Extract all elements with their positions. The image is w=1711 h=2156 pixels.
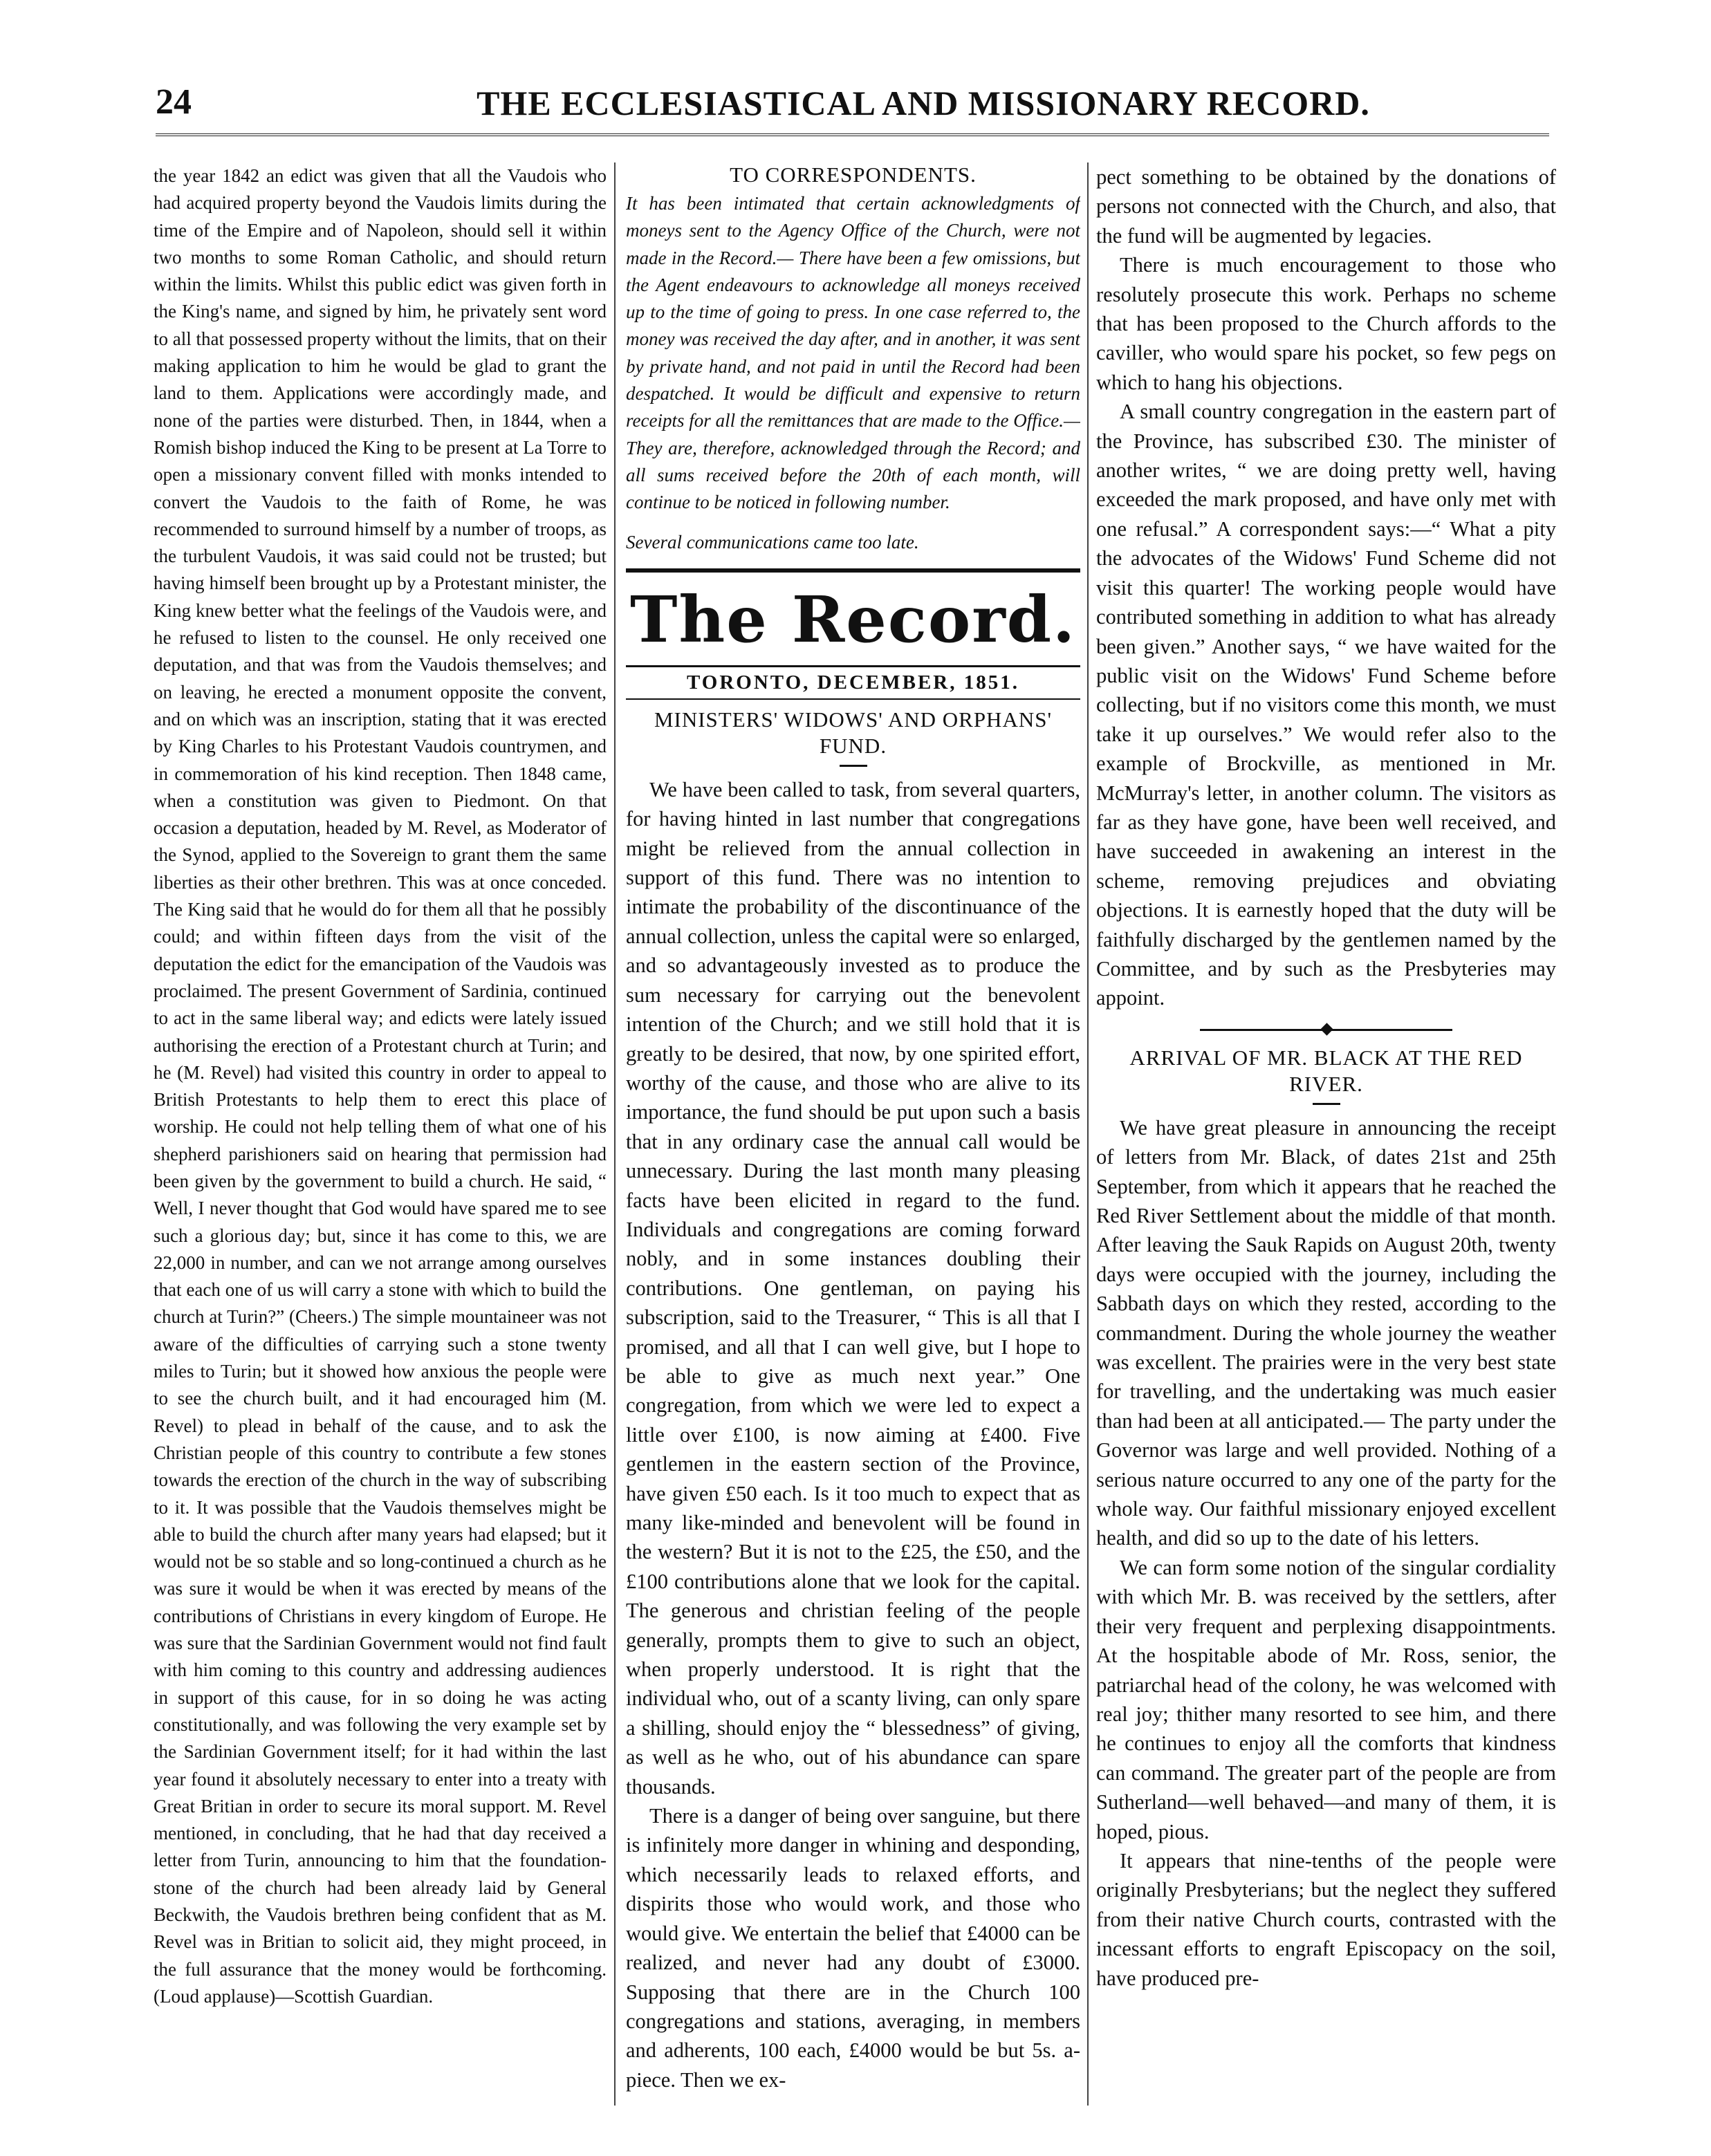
widows-fund-paragraph: A small country congregation in the eastern part of the Province, has subscribed £30. The minister of another writes, “ we are doing pretty well, having exceeded the mark proposed, and have only met with one refusal.” A correspondent says:—“ What a pity the advocates of the Widows' Fund Scheme did not visit this quarter! The working people would have contributed something in addition to what has already been given.” Another says, “ we have waited for the public visit on the Widows' Fund Scheme before collecting, but if no visitors come this month, we must take it up ourselves.” We would refer also to the example of Brockville, as mentioned in Mr. McMurray's letter, in another column. The visitors as far as they have gone, have been well received, and have succeeded in awakening an interest in the scheme, removing prejudices and obviating objections. It is earnestly hoped that the duty will be faithfully discharged by the gentlemen named by the Committee, and by such as the Presbyteries may appoint.	[1096, 400, 1556, 1010]
masthead-rule	[626, 568, 1080, 573]
red-river-heading: ARRIVAL OF MR. BLACK AT THE RED RIVER.	[1129, 1045, 1523, 1096]
running-title: THE ECCLESIASTICAL AND MISSIONARY RECORD.	[477, 84, 1370, 122]
masthead: The Record.	[629, 582, 1077, 657]
column-middle	[626, 162, 1080, 2094]
header-rule	[156, 133, 1549, 136]
section-divider	[1096, 1023, 1556, 1037]
heading-dash	[840, 765, 867, 767]
column-left	[154, 162, 607, 2010]
vaudois-article-text: the year 1842 an edict was given that all the Vaudois who had acquired property beyond the Vaudois limits during the time of the Empire and of Napoleon, should sell it within two months to some Roman Catholic, and should return within the limits. Whilst this public edict was given forth in the King's name, and signed by him, he privately sent word to all that possessed property without the limits, that on their making application to him he would be glad to grant the land to them. Applications were accordingly made, and none of the parties were disturbed. Then, in 1844, when a Romish bishop induced the King to be present at La Torre to open a missionary convent filled with monks intended to convert the Vaudois to the faith of Rome, he was recommended to surround himself by a number of troops, as the turbulent Vaudois, it was said could not be trusted; but having himself been brought up by a Protestant minister, the King knew better what the feelings of the Vaudois were, and he refused to listen to the counsel. He only received one deputation, and that was from the Vaudois themselves; and on leaving, he erected a monument opposite the convent, and on which was an inscription, stating that it was erected by King Charles to his Protestant Vaudois countrymen, and in commemoration of his kind reception. Then 1848 came, when a constitution was given to Piedmont. On that occasion a deputation, headed by M. Revel, as Moderator of the Synod, applied to the Sovereign to grant them the same liberties as their other brethren. This was at once conceded. The King said that he would do for them all that he possibly could; and within fifteen days from the visit of the deputation the edict for the emancipation of the Vaudois was proclaimed. The present Government of Sardinia, continued to act in the same liberal way; and edicts were lately issued authorising the erection of a Protestant church at Turin; and he (M. Revel) had visited this country in order to appeal to British Protestants to help them to erect this place of worship. He could not help telling them of what one of his shepherd parishioners said on hearing that permission had been given by the government to build a church. He said, “ Well, I never thought that God would have spared me to see such a glorious day; but, since it has come to this, we are 22,000 in number, and can we not arrange among ourselves that each one of us will carry a stone with which to build the church at Turin?” (Cheers.) The simple mountaineer was not aware of the difficulties of carrying such a stone twenty miles to Turin; but it showed how anxious the people were to see the church built, and it had encouraged him (M. Revel) to plead in behalf of the cause, and to ask the Christian people of this country to contribute a few stones towards the erection of the church in the way of subscribing to it. It was possible that the Vaudois themselves might be able to build the church after many years had elapsed; but it would not be so stable and so long-continued a church as he was sure it would be when it was erected by means of the contributions of Christians in every kingdom of Europe. He was sure that the Sardinian Government would not find fault with him coming to this country and addressing audiences in support of this cause, for in so doing he was acting constitutionally, and was following the very example set by the Sardinian Government itself; for it had within the last year found it absolutely necessary to enter into a treaty with Great Britian in order to secure its moral support. M. Revel mentioned, in concluding, that he had that day received a letter from Turin, announcing to him that the foundation-stone of the church had been already laid by General Beckwith, the Vaudois brethren being confident that as M. Revel was in Britian to solicit aid, they might proceed, in the full assurance that the money would be forthcoming. (Loud applause)—Scottish Guardian.	[154, 165, 607, 2007]
column-divider	[614, 162, 616, 2106]
widows-fund-heading: MINISTERS' WIDOWS' AND ORPHANS' FUND.	[654, 707, 1053, 758]
red-river-paragraph: We have great pleasure in announcing the receipt of letters from Mr. Black, of dates 21st and 25th September, from which it appears that he reached the Red River Settlement about the middle of that month. After leaving the Sauk Rapids on August 20th, twenty days were occupied with the journey, including the Sabbath days on which they rested, according to the commandment. During the whole journey the weather was excellent. The prairies were in the very best state for travelling, and the undertaking was much easier than had been at all anticipated.— The party under the Governor was large and well provided. Nothing of a serious nature occurred to any one of the party for the whole way. Our faithful missionary enjoyed excellent health, and did so up to the date of his letters.	[1096, 1115, 1556, 1550]
late-communications-notice: Several communications came too late.	[626, 531, 919, 552]
column-right	[1096, 162, 1556, 1993]
page-header	[156, 82, 1573, 123]
widows-fund-paragraph: There is a danger of being over sanguine, but there is infinitely more danger in whining and desponding, which necessarily leads to relaxed efforts, and dispirits those who would work, and those who would give. We entertain the belief that £4000 can be realized, and never had any doubt of £3000. Supposing that there are in the Church 100 congregations and stations, averaging, in members and adherents, 100 each, £4000 would be but 5s. a-piece. Then we ex-	[626, 1804, 1080, 2092]
column-divider	[1087, 162, 1089, 2106]
widows-fund-paragraph: We have been called to task, from several quarters, for having hinted in last number that congregations might be relieved from the annual collection in support of this fund. There was no intention to intimate the probability of the discontinuance of the annual collection, unless the capital were so enlarged, and so advantageously invested as to produce the sum necessary for carrying out the benevolent intention of the Church; and we still hold that it is greatly to be desired, that now, by one spirited effort, worthy of the cause, and those who are alive to its importance, the fund should be put upon such a basis that in any ordinary case the annual call would be unnecessary. During the last month many pleasing facts have been elicited in regard to the fund. Individuals and congregations are coming forward nobly, and in some instances doubling their contributions. One gentleman, on paying his subscription, said to the Treasurer, “ This is all that I promised, and all that I can well give, but I hope to be able to give as much next year.” One congregation, from which we were led to expect a little over £100, is now aiming at £400. Five gentlemen in the eastern section of the Province, have given £50 each. Is it too much to expect that as many like-minded and benevolent will be found in the western? But it is not to the £25, the £50, and the £100 contributions alone that we look for the capital. The generous and christian feeling of the people generally, prompts them to give to such an object, when properly understood. It is right that the individual who, out of a scanty living, can only spare a shilling, should enjoy the “ blessedness” of giving, as well as he who, out of his abundance can spare thousands.	[626, 777, 1080, 1799]
heading-dash	[1313, 1103, 1340, 1105]
dateline: TORONTO, DECEMBER, 1851.	[626, 665, 1080, 700]
red-river-paragraph: We can form some notion of the singular cordiality with which Mr. B. was received by the settlers, after their very frequent and perplexing disappointments. At the hospitable abode of Mr. Ross, senior, the patriarchal head of the colony, he was welcomed with real joy; thither many resorted to see him, and there he continues to enjoy all the comforts that kindness can command. The greater part of the people are from Sutherland—well behaved—and many of them, it is hoped, pious.	[1096, 1555, 1556, 1843]
red-river-paragraph: It appears that nine-tenths of the people were originally Presbyterians; but the neglect they suffered from their native Church courts, contrasted with the incessant efforts to engraft Episcopacy on the soil, have produced pre-	[1096, 1848, 1556, 1990]
correspondents-notice: It has been intimated that certain acknowledgments of moneys sent to the Agency Office of the Church, were not made in the Record.— There have been a few omissions, but the Agent endeavours to acknowledge all moneys received up to the time of going to press. In one case referred to, the money was received the day after, and in another, it was sent by private hand, and not paid in until the Record had been despatched. It would be difficult and expensive to return receipts for all the remittances that are made to the Office.— They are, therefore, acknowledged through the Record; and all sums received before the 20th of each month, will continue to be noticed in following number.	[626, 193, 1080, 513]
widows-fund-paragraph: There is much encouragement to those who resolutely prosecute this work. Perhaps no scheme that has been proposed to the Church affords to the caviller, who would spare his pocket, so few pegs on which to hang his objections.	[1096, 253, 1556, 394]
page-number: 24	[156, 82, 192, 122]
correspondents-heading: TO CORRESPONDENTS.	[730, 162, 977, 187]
widows-fund-continuation: pect something to be obtained by the donations of persons not connected with the Church, and also, that the fund will be augmented by legacies.	[1096, 165, 1556, 248]
